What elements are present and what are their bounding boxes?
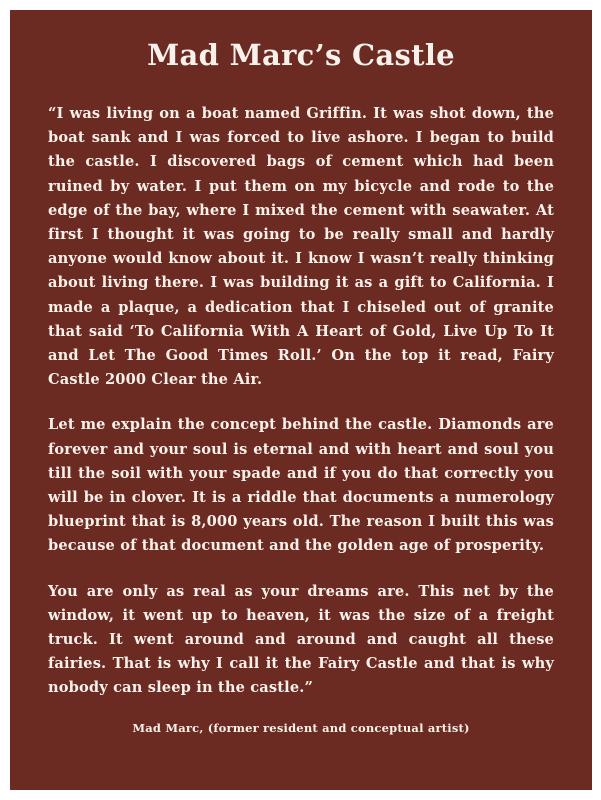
quote-paragraph-2: Let me explain the concept behind the castle. Diamonds are forever and your soul is eternal and with heart and soul you till the soil with your spade and if you do that correctly you will be in clover. It is a riddle that documents a numerology blueprint that is 8,000 years old. The reason I built this was because of that document and the golden age of prosperity. [48, 416, 554, 555]
sign-title: Mad Marc’s Castle [147, 38, 455, 72]
quote-paragraph-1: “I was living on a boat named Griffin. It was shot down, the boat sank and I was forced to live ashore. I began to build the castle. I discovered bags of cement which had been ruined by water. I put them on my bicycle and rode to the edge of the bay, where I mixed the cement with seawater. At first I thought it was going to be really small and hardly anyone would know about it. I know I wasn’t really thinking about living there. I was building it as a gift to California. I made a plaque, a dedication that I chiseled out of granite that said ‘To California With A Heart of Gold, Live Up To It and Let The Good Times Roll.’ On the top it read, Fairy Castle 2000 Clear the Air. [48, 105, 554, 389]
quote-body [48, 102, 554, 722]
quote-paragraph-3: You are only as real as your dreams are. This net by the window, it went up to heaven, it was the size of a freight truck. It went around and around and caught all these fairies. That is why I call it the Fairy Castle and that is why nobody can sleep in the castle.” [48, 582, 554, 697]
sign-panel [10, 10, 592, 790]
attribution: Mad Marc, (former resident and conceptual artist) [132, 721, 470, 735]
